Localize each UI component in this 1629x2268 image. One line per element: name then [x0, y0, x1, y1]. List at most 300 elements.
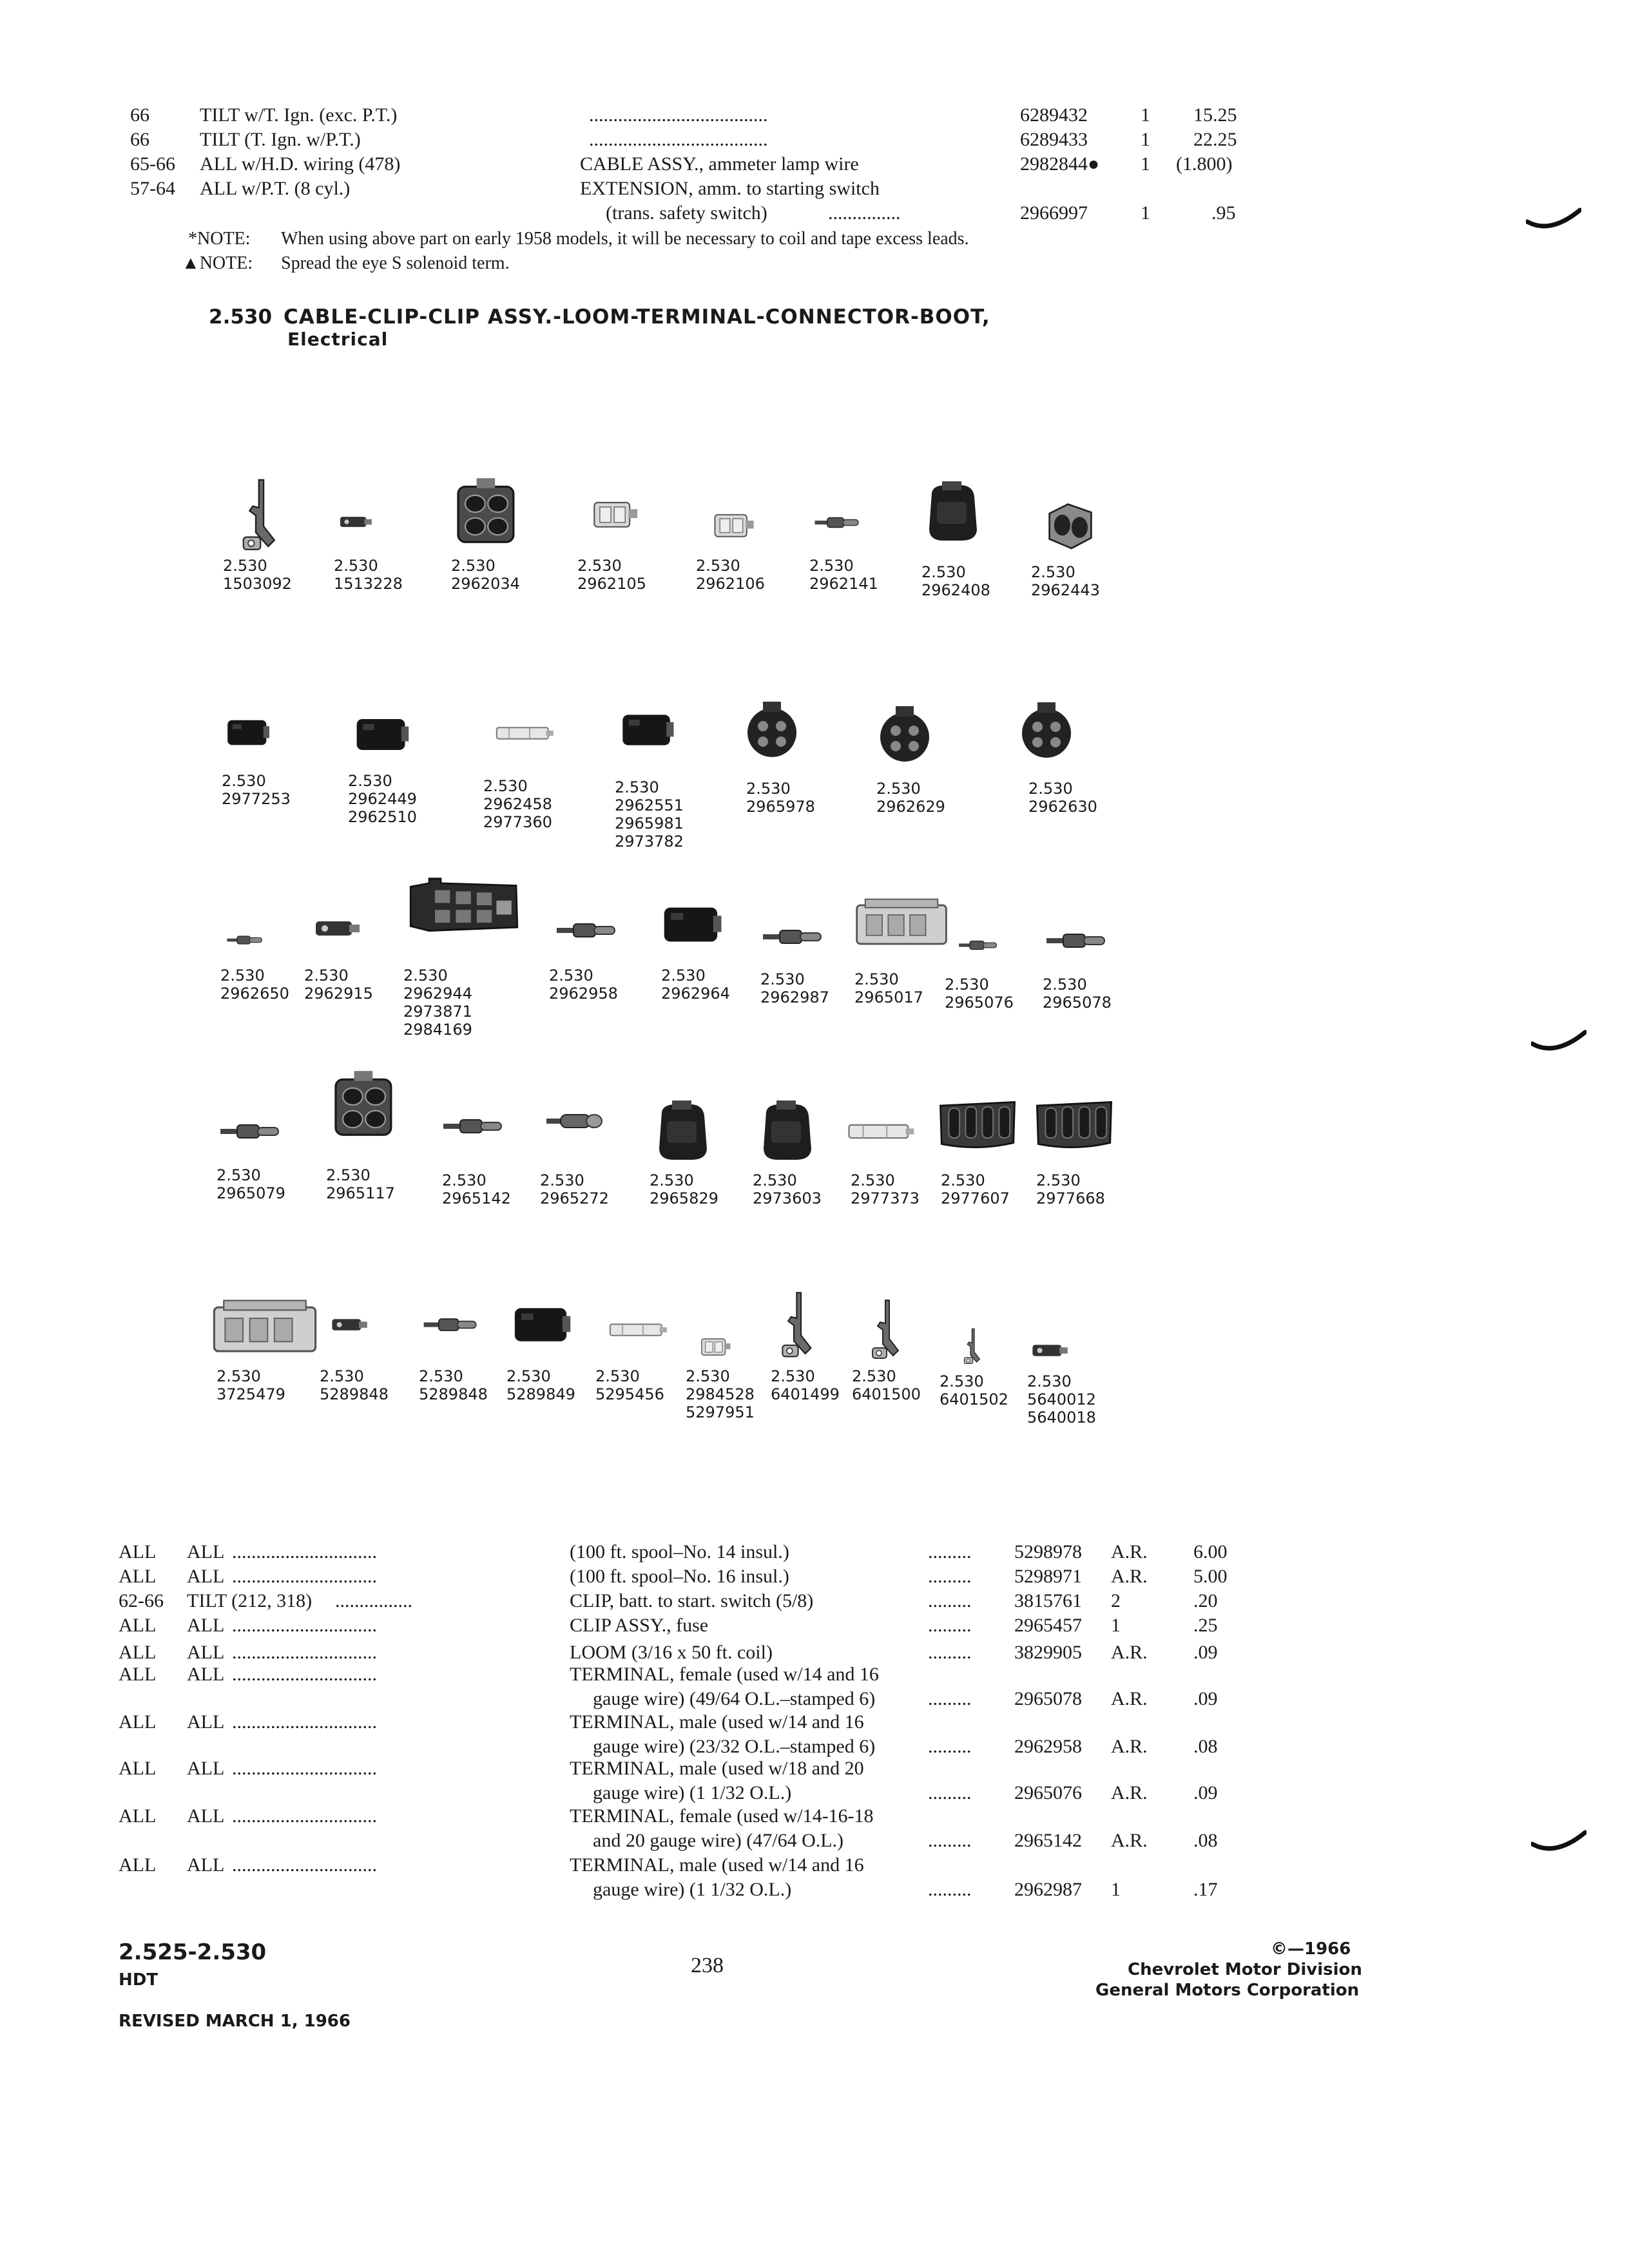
part-number-cell: 3829905: [1014, 1642, 1082, 1663]
part-caption: [696, 557, 765, 593]
part-caption: [753, 1171, 822, 1207]
leader-dots: ..............................: [232, 1541, 377, 1562]
leader-dots: .........: [928, 1590, 972, 1611]
light-connector-icon: [708, 508, 759, 543]
quantity-cell: 2: [1111, 1590, 1121, 1611]
reference-number: 2.530: [1036, 1171, 1081, 1189]
part-numbers: 2962551 2965981 2973782: [615, 796, 684, 850]
part-numbers: 2977373: [851, 1189, 920, 1207]
year-cell: 66: [130, 104, 149, 126]
table-row: [0, 1756, 1629, 1781]
part-numbers: 2962141: [809, 575, 878, 593]
part-caption: [615, 778, 684, 850]
table-row: [0, 1710, 1629, 1735]
price-cell: .08: [1193, 1736, 1218, 1757]
quantity-cell: A.R.: [1111, 1541, 1148, 1562]
part-numbers: 2962650: [220, 985, 289, 1003]
price-cell: 5.00: [1193, 1566, 1228, 1587]
year-cell: ALL: [119, 1711, 157, 1733]
part-number-cell: 3815761: [1014, 1590, 1082, 1611]
reference-number: 2.530: [326, 1166, 371, 1184]
description-cell: TERMINAL, male (used w/14 and 16: [570, 1711, 864, 1733]
quantity-cell: A.R.: [1111, 1566, 1148, 1587]
part-caption: [577, 557, 646, 593]
margin-mark-icon: [1531, 1028, 1586, 1058]
reference-number: 2.530: [696, 557, 740, 575]
part-caption: [304, 966, 373, 1003]
part-numbers: 3725479: [217, 1385, 285, 1403]
reference-number: 2.530: [1027, 1372, 1072, 1390]
part-caption: [442, 1171, 511, 1207]
block-connector-icon: [406, 870, 522, 941]
section-title: CABLE-CLIP-CLIP ASSY.-LOOM-TERMINAL-CONNECTOR-BOOT,: [284, 305, 990, 329]
pin-terminal-icon: [421, 1312, 479, 1338]
part-caption: [852, 1367, 921, 1403]
year-cell: ALL: [119, 1566, 157, 1587]
pin-terminal-icon: [226, 930, 264, 950]
description-cell: CLIP ASSY., fuse: [570, 1615, 709, 1636]
fuse-block-icon: [853, 892, 950, 956]
table-row: [0, 1613, 1629, 1638]
note-mark: *NOTE:: [188, 229, 251, 249]
part-numbers: 2962034: [451, 575, 520, 593]
part-caption: [326, 1166, 395, 1202]
table-row: [0, 1662, 1629, 1687]
price-cell: 15.25: [1193, 104, 1237, 126]
small-terminal-icon: [333, 510, 378, 533]
dark-boot-icon: [222, 715, 273, 750]
curved-connector-icon: [1032, 1095, 1116, 1151]
part-caption: [1031, 563, 1100, 599]
leader-dots: ...............: [828, 202, 901, 224]
table-row: [0, 1564, 1629, 1589]
round-connector-icon: [740, 696, 804, 767]
part-numbers: 2962106: [696, 575, 765, 593]
model-cell: ALL: [187, 1615, 225, 1636]
description-cell: TERMINAL, male (used w/14 and 16: [570, 1854, 864, 1876]
model-cell: ALL: [187, 1711, 225, 1733]
price-cell: .20: [1193, 1590, 1218, 1611]
leader-dots: .........: [928, 1830, 972, 1851]
year-cell: ALL: [119, 1854, 157, 1876]
part-numbers: 2962987: [760, 988, 829, 1006]
reference-number: 2.530: [506, 1367, 551, 1385]
note-mark: ▲NOTE:: [182, 253, 253, 273]
round-connector-icon: [872, 704, 937, 768]
pin-terminal-icon: [1044, 928, 1108, 954]
light-connector-icon: [589, 495, 641, 533]
reference-number: 2.530: [809, 557, 854, 575]
part-caption: [403, 966, 472, 1039]
reference-number: 2.530: [1043, 975, 1087, 994]
leader-dots: ..............................: [232, 1758, 377, 1779]
part-number-cell: 2982844●: [1020, 153, 1100, 175]
small-terminal-icon: [1023, 1338, 1075, 1363]
description-cell: (100 ft. spool–No. 14 insul.): [570, 1541, 789, 1562]
part-caption: [809, 557, 878, 593]
part-caption: [661, 966, 730, 1003]
part-caption: [1027, 1372, 1096, 1427]
note-text: Spread the eye S solenoid term.: [281, 253, 510, 273]
leader-dots: .........: [928, 1541, 972, 1562]
small-terminal-icon: [311, 911, 362, 946]
table-row: [0, 1878, 1629, 1902]
leader-dots: ..............................: [232, 1566, 377, 1587]
reference-number: 2.530: [771, 1367, 815, 1385]
quantity-cell: A.R.: [1111, 1642, 1148, 1663]
reference-number: 2.530: [217, 1367, 261, 1385]
table-row: [0, 1589, 1629, 1613]
table-row: [0, 1540, 1629, 1564]
model-cell: TILT (T. Ign. w/P.T.): [200, 129, 361, 150]
reference-number: 2.530: [222, 772, 266, 790]
reference-number: 2.530: [876, 780, 921, 798]
price-cell: .08: [1193, 1830, 1218, 1851]
year-cell: ALL: [119, 1805, 157, 1827]
model-cell: TILT (212, 318): [187, 1590, 313, 1611]
pin-terminal-icon: [808, 513, 866, 532]
reference-number: 2.530: [921, 563, 966, 581]
part-caption: [851, 1171, 920, 1207]
reference-number: 2.530: [661, 966, 706, 985]
leader-dots: ..............................: [232, 1805, 377, 1827]
part-caption: [746, 780, 815, 816]
part-number-cell: 2965076: [1014, 1782, 1082, 1803]
fuse-block-icon: [210, 1293, 320, 1365]
part-numbers: 1503092: [223, 575, 292, 593]
part-number-cell: 5298978: [1014, 1541, 1082, 1562]
part-numbers: 2965078: [1043, 994, 1112, 1012]
part-number-cell: 2965078: [1014, 1688, 1082, 1709]
reference-number: 2.530: [650, 1171, 694, 1189]
description-cell: gauge wire) (1 1/32 O.L.): [593, 1879, 792, 1900]
reference-number: 2.530: [223, 557, 267, 575]
quantity-cell: 1: [1141, 202, 1150, 224]
leader-dots: .........: [928, 1782, 972, 1803]
quantity-cell: 1: [1141, 129, 1150, 150]
year-cell: 66: [130, 129, 149, 150]
price-cell: .09: [1193, 1688, 1218, 1709]
quantity-cell: 1: [1141, 104, 1150, 126]
leader-dots: .....................................: [589, 104, 768, 126]
description-cell: TERMINAL, male (used w/18 and 20: [570, 1758, 864, 1779]
part-numbers: 5289849: [506, 1385, 575, 1403]
part-numbers: 2962458 2977360: [483, 795, 552, 831]
part-caption: [1043, 975, 1112, 1012]
round-connector-icon: [1014, 700, 1079, 764]
part-caption: [595, 1367, 664, 1403]
note-text: When using above part on early 1958 models, it will be necessary to coil and tape excess leads.: [281, 229, 969, 249]
part-caption: [223, 557, 292, 593]
part-caption: [217, 1367, 285, 1403]
part-numbers: 2965017: [854, 988, 923, 1006]
part-numbers: 2962443: [1031, 581, 1100, 599]
model-cell: ALL: [187, 1758, 225, 1779]
part-numbers: 2962630: [1028, 798, 1097, 816]
part-numbers: 2973603: [753, 1189, 822, 1207]
description-cell: TERMINAL, female (used w/14 and 16: [570, 1664, 879, 1685]
dark-connector-icon: [647, 1099, 718, 1164]
reference-number: 2.530: [320, 1367, 364, 1385]
part-numbers: 2977607: [941, 1189, 1010, 1207]
section-subtitle: Electrical: [287, 329, 389, 350]
reference-number: 2.530: [540, 1171, 584, 1189]
part-number-cell: 2962958: [1014, 1736, 1082, 1757]
reference-number: 2.530: [753, 1171, 797, 1189]
margin-mark-icon: [1526, 206, 1581, 236]
reference-number: 2.530: [760, 970, 805, 988]
dark-boot-icon: [496, 1302, 586, 1348]
curved-connector-icon: [936, 1095, 1019, 1151]
reference-number: 2.530: [615, 778, 659, 796]
part-caption: [483, 777, 552, 831]
twin-connector-icon: [1035, 496, 1106, 554]
part-caption: [854, 970, 923, 1006]
reference-number: 2.530: [483, 777, 528, 795]
part-numbers: 2977668: [1036, 1189, 1105, 1207]
quantity-cell: A.R.: [1111, 1736, 1148, 1757]
quantity-cell: A.R.: [1111, 1688, 1148, 1709]
description-cell: EXTENSION, amm. to starting switch: [580, 178, 880, 199]
multi-connector-icon: [451, 477, 522, 548]
part-number-cell: 2962987: [1014, 1879, 1082, 1900]
light-connector-icon: [683, 1334, 747, 1360]
description-cell: gauge wire) (49/64 O.L.–stamped 6): [593, 1688, 876, 1709]
dark-boot-icon: [656, 901, 727, 948]
part-numbers: 6401499: [771, 1385, 840, 1403]
part-numbers: 2977253: [222, 790, 291, 808]
reference-number: 2.530: [686, 1367, 730, 1385]
year-cell: ALL: [119, 1541, 157, 1562]
reference-number: 2.530: [549, 966, 593, 985]
table-row: [0, 152, 1629, 177]
part-caption: [686, 1367, 755, 1421]
table-row: [0, 103, 1629, 128]
part-number-cell: 5298971: [1014, 1566, 1082, 1587]
part-numbers: 2962944 2973871 2984169: [403, 985, 472, 1039]
part-caption: [945, 975, 1014, 1012]
page-number: 238: [691, 1954, 724, 1977]
part-numbers: 5289848: [419, 1385, 488, 1403]
light-sleeve-icon: [479, 720, 570, 746]
part-number-cell: 2965142: [1014, 1830, 1082, 1851]
reference-number: 2.530: [940, 1372, 984, 1390]
part-numbers: 2962915: [304, 985, 373, 1003]
reference-number: 2.530: [595, 1367, 640, 1385]
description-cell: CLIP, batt. to start. switch (5/8): [570, 1590, 814, 1611]
revised-date: REVISED MARCH 1, 1966: [119, 2012, 351, 2031]
table-row: [0, 201, 1629, 226]
year-cell: ALL: [119, 1642, 157, 1663]
table-row: [0, 177, 1629, 201]
reference-number: 2.530: [1028, 780, 1073, 798]
price-cell: .25: [1193, 1615, 1218, 1636]
quantity-cell: 1: [1111, 1615, 1121, 1636]
leader-dots: .........: [928, 1615, 972, 1636]
part-caption: [1036, 1171, 1105, 1207]
pin-terminal-icon: [760, 924, 825, 950]
part-numbers: 2962449 2962510: [348, 790, 417, 826]
reference-number: 2.530: [220, 966, 265, 985]
year-cell: ALL: [119, 1615, 157, 1636]
model-cell: ALL w/H.D. wiring (478): [200, 153, 401, 175]
reference-number: 2.530: [217, 1166, 261, 1184]
pin-terminal-icon: [218, 1119, 282, 1144]
part-caption: [334, 557, 403, 593]
price-cell: .09: [1193, 1642, 1218, 1663]
part-numbers: 2962408: [921, 581, 990, 599]
light-sleeve-icon: [845, 1112, 916, 1151]
description-cell: LOOM (3/16 x 50 ft. coil): [570, 1642, 773, 1663]
part-number-cell: 6289433: [1020, 129, 1088, 150]
reference-number: 2.530: [941, 1171, 985, 1189]
part-caption: [771, 1367, 840, 1403]
part-caption: [348, 772, 417, 826]
model-cell: ALL w/P.T. (8 cyl.): [200, 178, 351, 199]
dark-connector-icon: [920, 477, 985, 548]
part-caption: [876, 780, 945, 816]
multi-connector-icon: [322, 1070, 406, 1140]
bullet-terminal-icon: [543, 1108, 607, 1134]
table-row: [0, 1640, 1629, 1665]
bracket-terminal-icon: [771, 1290, 817, 1361]
quantity-cell: 1: [1141, 153, 1150, 175]
part-numbers: 2965076: [945, 994, 1014, 1012]
section-range: 2.525-2.530: [119, 1939, 267, 1965]
part-caption: [940, 1372, 1008, 1408]
reference-number: 2.530: [419, 1367, 463, 1385]
part-number-cell: 2966997: [1020, 202, 1088, 224]
price-cell: 22.25: [1193, 129, 1237, 150]
leader-dots: ..............................: [232, 1854, 377, 1876]
reference-number: 2.530: [348, 772, 392, 790]
part-numbers: 2965978: [746, 798, 815, 816]
part-caption: [921, 563, 990, 599]
part-caption: [549, 966, 618, 1003]
price-cell: .09: [1193, 1782, 1218, 1803]
leader-dots: .........: [928, 1642, 972, 1663]
part-caption: [320, 1367, 389, 1403]
part-numbers: 2965079: [217, 1184, 285, 1202]
part-numbers: 5295456: [595, 1385, 664, 1403]
reference-number: 2.530: [304, 966, 349, 985]
description-cell: (100 ft. spool–No. 16 insul.): [570, 1566, 789, 1587]
pin-terminal-icon: [441, 1113, 505, 1139]
model-cell: ALL: [187, 1566, 225, 1587]
series-label: HDT: [119, 1970, 159, 1990]
description-cell: TERMINAL, female (used w/14-16-18: [570, 1805, 874, 1827]
light-sleeve-icon: [593, 1317, 683, 1343]
dark-connector-icon: [751, 1099, 822, 1164]
reference-number: 2.530: [746, 780, 791, 798]
reference-number: 2.530: [852, 1367, 896, 1385]
reference-number: 2.530: [945, 975, 989, 994]
price-cell: (1.800): [1176, 153, 1233, 175]
description-cell: gauge wire) (1 1/32 O.L.): [593, 1782, 792, 1803]
part-numbers: 2962964: [661, 985, 730, 1003]
model-cell: ALL: [187, 1541, 225, 1562]
part-numbers: 2962629: [876, 798, 945, 816]
table-row: [0, 1687, 1629, 1711]
part-caption: [1028, 780, 1097, 816]
model-cell: ALL: [187, 1854, 225, 1876]
pin-terminal-icon: [554, 918, 619, 943]
margin-mark-icon: [1531, 1829, 1586, 1858]
reference-number: 2.530: [451, 557, 496, 575]
part-numbers: 2965829: [650, 1189, 718, 1207]
section-number: 2.530: [209, 305, 273, 329]
leader-dots: .........: [928, 1688, 972, 1709]
leader-dots: ..............................: [232, 1615, 377, 1636]
small-terminal-icon: [326, 1312, 371, 1338]
model-cell: TILT w/T. Ign. (exc. P.T.): [200, 104, 398, 126]
division-name: Chevrolet Motor Division: [1128, 1960, 1362, 1979]
model-cell: ALL: [187, 1805, 225, 1827]
dark-boot-icon: [616, 709, 678, 751]
reference-number: 2.530: [334, 557, 378, 575]
year-cell: ALL: [119, 1664, 157, 1685]
part-numbers: 6401502: [940, 1390, 1008, 1408]
leader-dots: ..............................: [232, 1711, 377, 1733]
model-cell: ALL: [187, 1664, 225, 1685]
year-cell: ALL: [119, 1758, 157, 1779]
part-caption: [540, 1171, 609, 1207]
description-cell: CABLE ASSY., ammeter lamp wire: [580, 153, 859, 175]
bracket-terminal-icon: [227, 477, 285, 554]
price-cell: .95: [1211, 202, 1236, 224]
reference-number: 2.530: [577, 557, 622, 575]
reference-number: 2.530: [851, 1171, 895, 1189]
part-numbers: 2965272: [540, 1189, 609, 1207]
quantity-cell: A.R.: [1111, 1830, 1148, 1851]
description-cell: gauge wire) (23/32 O.L.–stamped 6): [593, 1736, 876, 1757]
leader-dots: .........: [928, 1736, 972, 1757]
part-numbers: 2965142: [442, 1189, 511, 1207]
table-row: [0, 1829, 1629, 1853]
part-numbers: 5640012 5640018: [1027, 1390, 1096, 1427]
part-caption: [451, 557, 520, 593]
part-numbers: 1513228: [334, 575, 403, 593]
leader-dots: ..............................: [232, 1642, 377, 1663]
part-number-cell: 2965457: [1014, 1615, 1082, 1636]
part-numbers: 5289848: [320, 1385, 389, 1403]
reference-number: 2.530: [442, 1171, 487, 1189]
part-caption: [650, 1171, 718, 1207]
table-row: [0, 1781, 1629, 1805]
reference-number: 2.530: [854, 970, 899, 988]
leader-dots: .........: [928, 1566, 972, 1587]
description-cell: and 20 gauge wire) (47/64 O.L.): [593, 1830, 844, 1851]
price-cell: 6.00: [1193, 1541, 1228, 1562]
description-cell: (trans. safety switch): [606, 202, 767, 224]
table-row: [0, 1804, 1629, 1829]
part-caption: [220, 966, 289, 1003]
note: [0, 227, 1629, 251]
part-numbers: 2965117: [326, 1184, 395, 1202]
dark-boot-icon: [351, 709, 412, 760]
leader-dots: .....................................: [589, 129, 768, 150]
part-numbers: 2984528 5297951: [686, 1385, 755, 1421]
part-numbers: 2962958: [549, 985, 618, 1003]
part-caption: [506, 1367, 575, 1403]
part-caption: [760, 970, 829, 1006]
quantity-cell: 1: [1111, 1879, 1121, 1900]
part-numbers: 2962105: [577, 575, 646, 593]
table-row: [0, 128, 1629, 152]
reference-number: 2.530: [403, 966, 448, 985]
corporation-name: General Motors Corporation: [1095, 1981, 1360, 2000]
copyright: ©—1966: [1271, 1939, 1351, 1959]
